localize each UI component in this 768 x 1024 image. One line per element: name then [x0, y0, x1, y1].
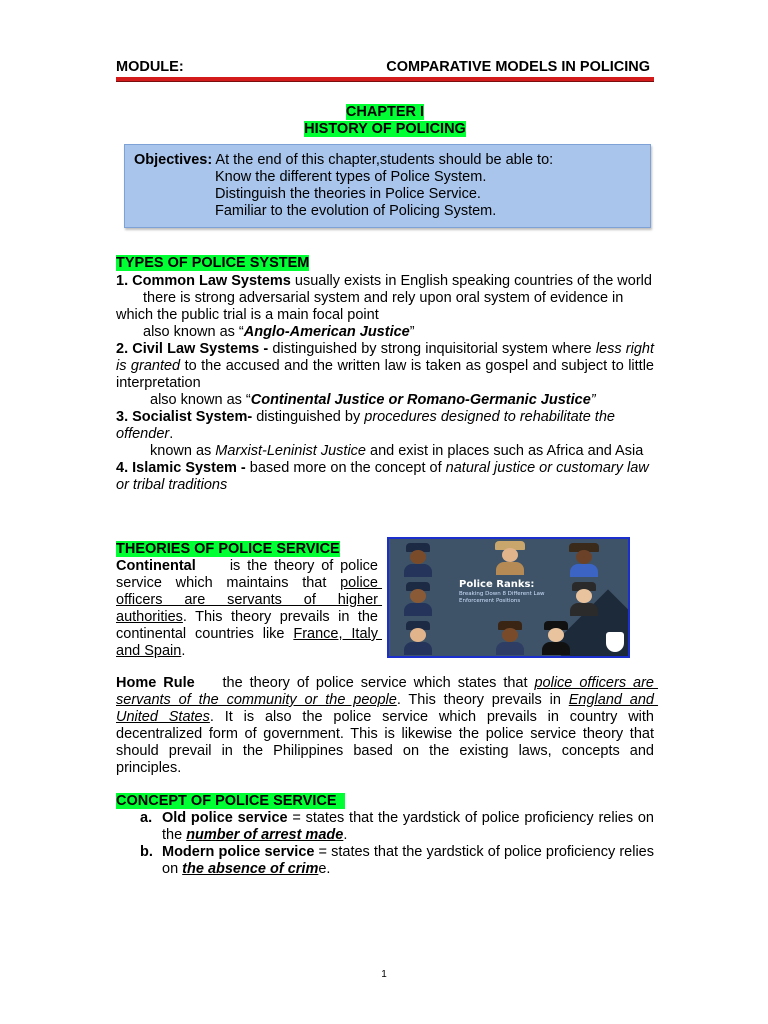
concept-old-a: = states that the yardstick of police proficiency relies on the: [162, 810, 654, 843]
module-label: MODULE:: [116, 59, 184, 75]
home-rule-a: the theory of police service which states that: [194, 675, 535, 691]
list-marker: a.: [140, 810, 153, 826]
common-law-line2a: there is strong adversarial system and rely upon oral system of evidence in: [143, 290, 624, 306]
home-rule-c: . This theory prevails in: [396, 692, 569, 708]
home-rule-section: [116, 675, 659, 777]
continental-c: . This theory prevails in the continental countries like: [116, 609, 383, 642]
socialist-desc-a: distinguished by: [252, 409, 365, 425]
ranks-banner: [459, 579, 559, 619]
ranks-subtitle: Breaking Down 8 Different Law Enforcement Positions: [459, 591, 545, 604]
civil-law-desc-b: less right is granted: [116, 341, 655, 374]
police-officer-icon: [493, 541, 527, 575]
concept-section: [116, 793, 654, 878]
objective-item: Distinguish the theories in Police Service.: [215, 186, 481, 202]
concept-modern-b: the absence of crim: [182, 861, 319, 877]
objectives-intro-line: [134, 152, 553, 169]
home-rule-title: Home Rule: [116, 675, 195, 691]
socialist-desc-b: procedures designed to rehabilitate the offender: [116, 409, 615, 442]
civil-law-desc-a: distinguished by strong inquisitorial system where: [268, 341, 596, 357]
socialist-line2-italic: Marxist-Leninist Justice: [215, 443, 366, 459]
types-section: [116, 255, 654, 494]
socialist-line2-suffix: and exist in places such as Africa and Asia: [365, 443, 644, 459]
civil-law-aka: Continental Justice or Romano-Germanic Justice: [250, 392, 591, 408]
objectives-intro: At the end of this chapter,students should be able to:: [212, 152, 554, 168]
police-ranks-image: [387, 537, 630, 658]
civil-law-aka-prefix: also known as “: [150, 392, 251, 408]
concept-old-b: number of arrest made: [186, 827, 344, 843]
shield-badge-icon: [606, 632, 624, 652]
objective-item: Familiar to the evolution of Policing System.: [215, 203, 497, 219]
page-number: 1: [381, 969, 387, 980]
continental-b: police officers are servants of higher authorities: [116, 575, 383, 625]
list-marker: b.: [140, 844, 153, 860]
common-law-aka-prefix: also known as “: [143, 324, 244, 340]
continental-a: is the theory of police service which maintains that: [116, 558, 383, 591]
section-heading-concept: CONCEPT OF POLICE SERVICE: [116, 793, 345, 809]
header-divider: [116, 77, 654, 82]
module-title: COMPARATIVE MODELS IN POLICING: [386, 59, 650, 75]
civil-law-desc-c: to the accused and the written law is taken as gospel and subject to little interpretation: [116, 358, 654, 391]
section-heading-theories: THEORIES OF POLICE SERVICE: [116, 541, 340, 557]
objective-item: Know the different types of Police System.: [215, 169, 487, 185]
home-rule-e: . It is also the police service which prevails in country with decentralized form of government. This is likewise the police service theory that should prevail in the Philippines based on the existing laws, concepts and principles.: [116, 709, 659, 776]
concept-modern-c: e.: [318, 861, 331, 877]
chapter-title: HISTORY OF POLICING: [304, 121, 466, 137]
objectives-label: Objectives:: [134, 152, 213, 168]
common-law-title: 1. Common Law Systems: [116, 273, 291, 289]
module-header: [116, 59, 654, 79]
list-item: [116, 810, 654, 844]
police-officer-icon: [401, 582, 435, 616]
concept-old-d: .: [343, 827, 348, 843]
concept-modern-title: Modern police service: [162, 844, 315, 860]
common-law-desc: usually exists in English speaking countries of the world: [290, 273, 652, 289]
police-officer-icon: [567, 543, 601, 577]
islamic-desc-b: natural justice or customary law or tribal traditions: [116, 460, 649, 493]
concept-modern-a: = states that the yardstick of police proficiency relies on: [162, 844, 654, 877]
ranks-title: Police Ranks:: [459, 579, 535, 590]
concept-list: [116, 810, 654, 878]
continental-title: Continental: [116, 558, 196, 574]
socialist-line2-prefix: known as: [150, 443, 216, 459]
chapter-heading: [116, 104, 654, 138]
socialist-desc-c: .: [169, 426, 174, 442]
police-officer-icon: [401, 543, 435, 577]
chapter-number: CHAPTER I: [345, 104, 425, 120]
list-item: [116, 844, 654, 878]
islamic-desc-a: based more on the concept of: [245, 460, 446, 476]
common-law-aka-suffix: ”: [409, 324, 415, 340]
police-officer-icon: [493, 621, 527, 655]
police-officer-icon: [401, 621, 435, 655]
concept-old-title: Old police service: [162, 810, 288, 826]
section-heading-types: TYPES OF POLICE SYSTEM: [116, 255, 310, 271]
police-officer-icon: [567, 582, 601, 616]
civil-law-title: 2. Civil Law Systems -: [116, 341, 269, 357]
home-rule-d: England and United States: [116, 692, 659, 725]
islamic-title: 4. Islamic System -: [116, 460, 246, 476]
home-rule-b: police officers are servants of the community or the people: [116, 675, 659, 708]
police-officer-icon: [539, 621, 573, 655]
socialist-title: 3. Socialist System-: [116, 409, 253, 425]
continental-d: France, Italy and Spain: [116, 626, 383, 659]
continental-e: .: [181, 643, 186, 659]
civil-law-aka-suffix: ”: [590, 392, 596, 408]
common-law-aka: Anglo-American Justice: [243, 324, 410, 340]
common-law-line2b: which the public trial is a main focal point: [116, 307, 379, 323]
theories-section: [116, 541, 383, 660]
objectives-box: [124, 144, 651, 228]
